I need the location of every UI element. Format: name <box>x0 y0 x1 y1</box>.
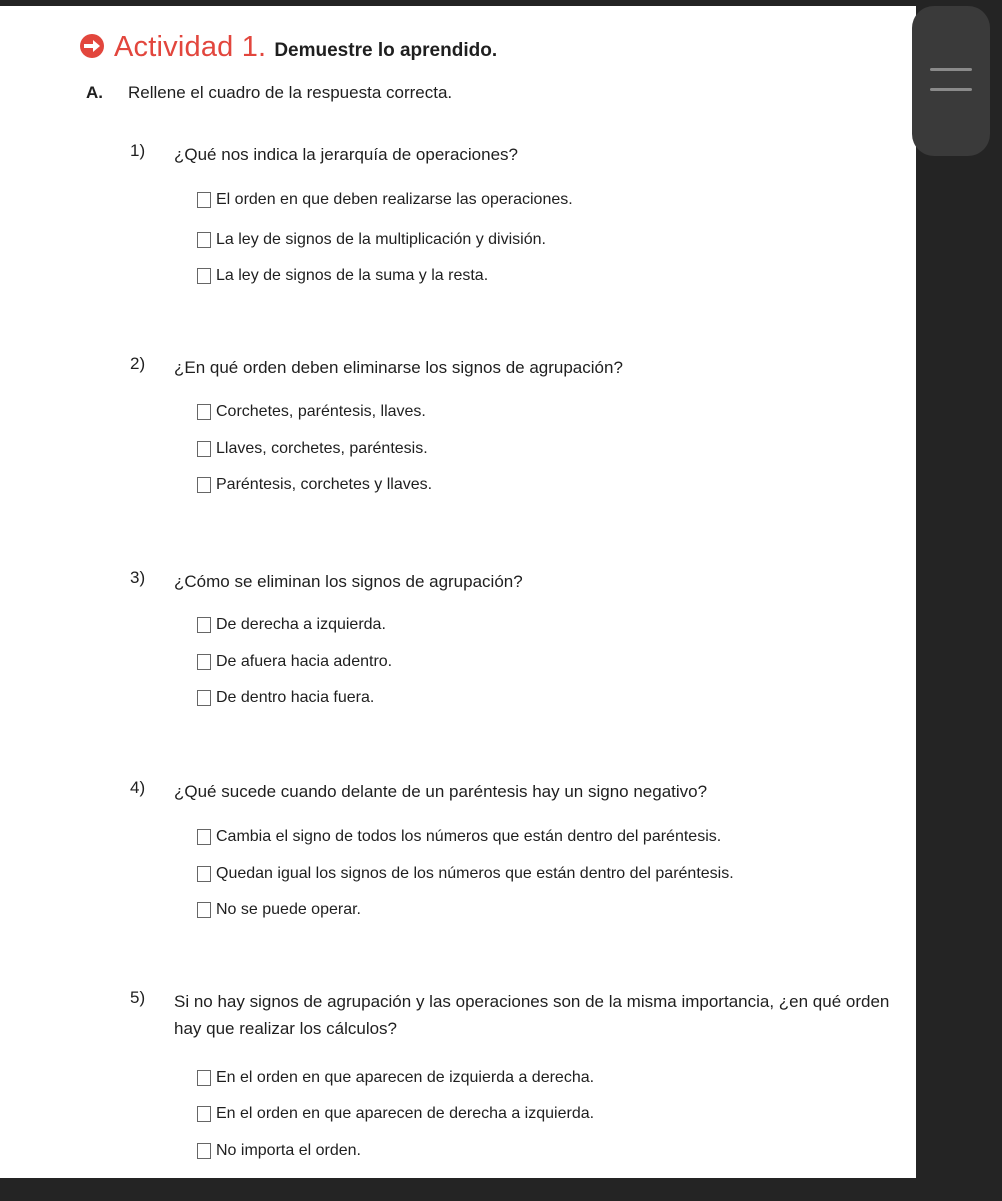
section-a <box>86 83 452 103</box>
checkbox[interactable] <box>197 902 211 918</box>
checkbox[interactable] <box>197 268 211 284</box>
question-text: Si no hay signos de agrupación y las operaciones son de la misma importancia, ¿en qué orden hay que realizar los cálculos? <box>174 992 890 1038</box>
option-3b[interactable] <box>197 653 392 671</box>
option-3a[interactable] <box>197 616 386 634</box>
checkbox[interactable] <box>197 829 211 845</box>
question-number: 3) <box>130 568 146 587</box>
option-label: Cambia el signo de todos los números que están dentro del paréntesis. <box>216 828 722 845</box>
option-4a[interactable] <box>197 828 721 846</box>
question-4 <box>130 778 894 805</box>
question-number: 1) <box>130 141 146 160</box>
question-number: 4) <box>130 778 146 797</box>
option-label: La ley de signos de la suma y la resta. <box>216 267 489 284</box>
checkbox[interactable] <box>197 192 211 208</box>
option-label: La ley de signos de la multiplicación y división. <box>216 231 546 248</box>
checkbox[interactable] <box>197 1143 211 1159</box>
option-label: De dentro hacia fuera. <box>216 689 375 706</box>
question-number: 2) <box>130 354 146 373</box>
checkbox[interactable] <box>197 866 211 882</box>
activity-header <box>78 28 497 64</box>
option-label: Quedan igual los signos de los números que están dentro del paréntesis. <box>216 865 734 882</box>
option-3c[interactable] <box>197 689 374 707</box>
option-2b[interactable] <box>197 440 428 458</box>
checkbox[interactable] <box>197 654 211 670</box>
grip-line-icon <box>930 68 972 71</box>
option-4c[interactable] <box>197 901 361 919</box>
checkbox[interactable] <box>197 404 211 420</box>
section-instruction: Rellene el cuadro de la respuesta correcta. <box>128 83 453 102</box>
option-1c[interactable] <box>197 267 488 285</box>
option-label: Corchetes, paréntesis, llaves. <box>216 403 426 420</box>
option-label: Paréntesis, corchetes y llaves. <box>216 476 433 493</box>
option-label: No se puede operar. <box>216 901 361 918</box>
option-1a[interactable] <box>197 191 573 209</box>
scroll-handle[interactable] <box>912 6 990 156</box>
option-5a[interactable] <box>197 1069 594 1087</box>
option-label: De afuera hacia adentro. <box>216 653 393 670</box>
question-text: ¿Qué sucede cuando delante de un paréntesis hay un signo negativo? <box>174 782 708 801</box>
question-5 <box>130 988 894 1042</box>
checkbox[interactable] <box>197 232 211 248</box>
section-letter: A. <box>86 83 103 102</box>
checkbox[interactable] <box>197 477 211 493</box>
question-text: ¿En qué orden deben eliminarse los signos de agrupación? <box>174 358 623 377</box>
option-5c[interactable] <box>197 1142 361 1160</box>
option-1b[interactable] <box>197 231 546 249</box>
option-label: En el orden en que aparecen de derecha a izquierda. <box>216 1105 595 1122</box>
option-label: En el orden en que aparecen de izquierda a derecha. <box>216 1069 595 1086</box>
option-label: El orden en que deben realizarse las operaciones. <box>216 191 573 208</box>
checkbox[interactable] <box>197 690 211 706</box>
activity-title: Actividad 1. <box>114 31 267 63</box>
grip-line-icon <box>930 88 972 91</box>
question-1 <box>130 141 894 168</box>
arrow-circle-icon <box>78 32 106 60</box>
activity-subtitle: Demuestre lo aprendido. <box>274 40 498 61</box>
worksheet-page <box>0 6 916 1178</box>
checkbox[interactable] <box>197 1070 211 1086</box>
question-text: ¿Qué nos indica la jerarquía de operaciones? <box>174 145 518 164</box>
option-2c[interactable] <box>197 476 432 494</box>
option-4b[interactable] <box>197 865 734 883</box>
option-2a[interactable] <box>197 403 426 421</box>
question-text: ¿Cómo se eliminan los signos de agrupación? <box>174 572 523 591</box>
option-label: No importa el orden. <box>216 1142 361 1159</box>
checkbox[interactable] <box>197 441 211 457</box>
option-label: Llaves, corchetes, paréntesis. <box>216 440 428 457</box>
question-number: 5) <box>130 988 146 1007</box>
option-label: De derecha a izquierda. <box>216 616 386 633</box>
option-5b[interactable] <box>197 1105 594 1123</box>
checkbox[interactable] <box>197 1106 211 1122</box>
question-2 <box>130 354 894 381</box>
checkbox[interactable] <box>197 617 211 633</box>
question-3 <box>130 568 894 595</box>
